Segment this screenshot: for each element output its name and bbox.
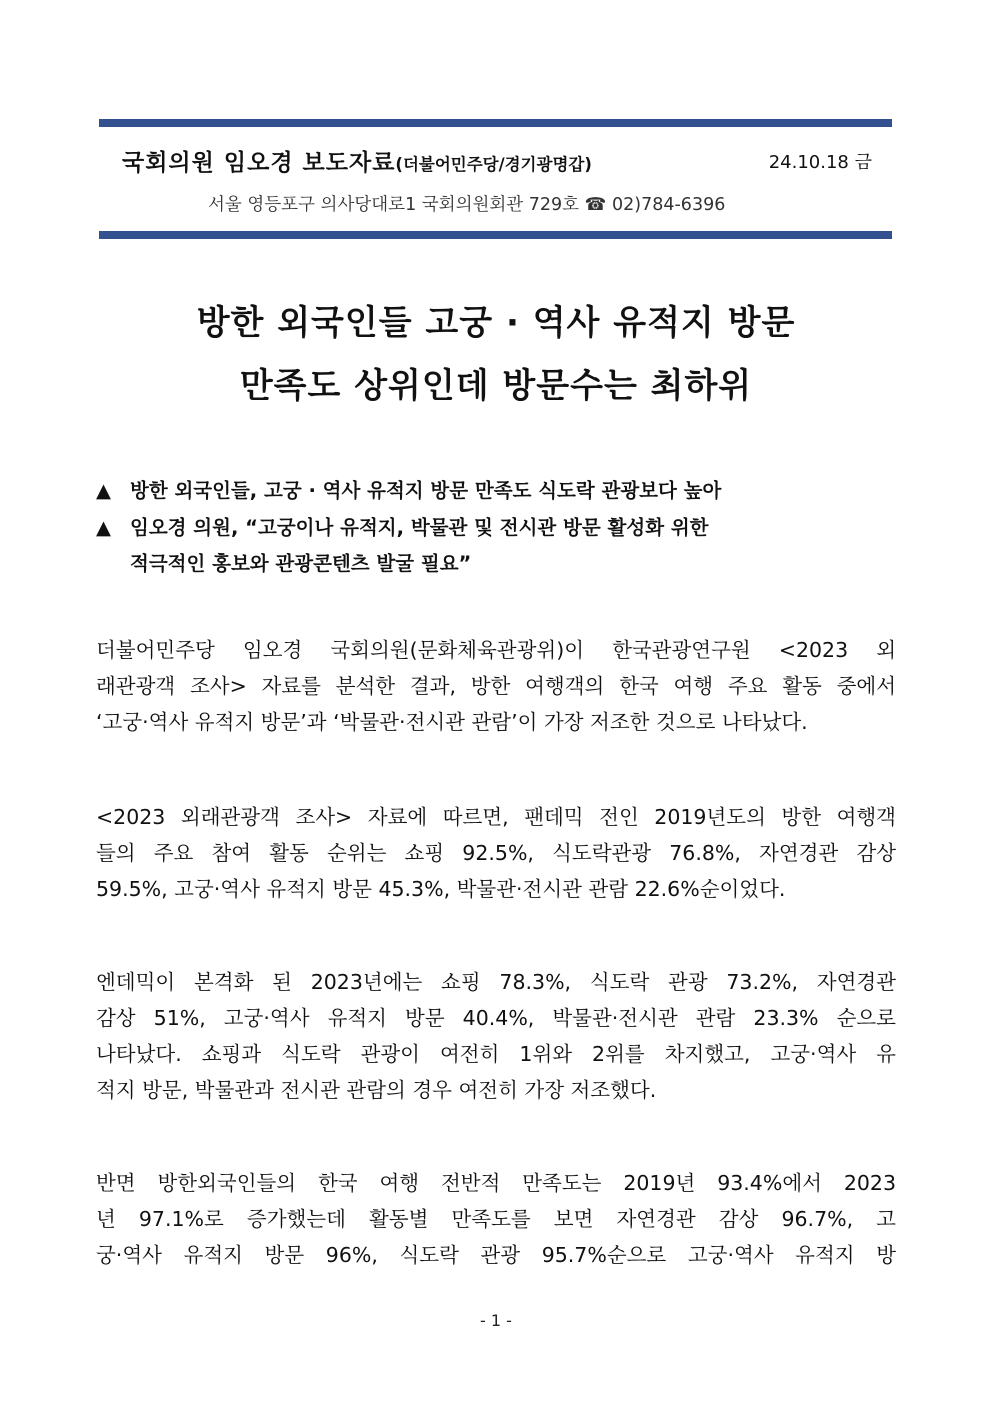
triangle-bullet-icon: ▲ [96, 516, 111, 539]
summary-bullet-text: 임오경 의원, “고궁이나 유적지, 박물관 및 전시관 방문 활성화 위한 [130, 516, 709, 539]
press-release-header [122, 144, 872, 178]
summary-bullet-text: 방한 외국인들, 고궁 · 역사 유적지 방문 만족도 식도락 관광보다 높아 [130, 479, 722, 502]
page-number: - 1 - [480, 1311, 512, 1330]
paragraph-line: 들의 주요 참여 활동 순위는 쇼핑 92.5%, 식도락관광 76.8%, 자연경관 감상 [96, 841, 896, 865]
paragraph-line: 59.5%, 고궁·역사 유적지 방문 45.3%, 박물관·전시관 관람 22.6%순이었다. [96, 877, 786, 901]
summary-bullet-2 [96, 512, 709, 540]
press-release-title: 국회의원 임오경 보도자료 [122, 150, 396, 176]
paragraph-line: 년 97.1%로 증가했는데 활동별 만족도를 보면 자연경관 감상 96.7%, 고 [96, 1207, 896, 1231]
paragraph-line: 궁·역사 유적지 방문 96%, 식도락 관광 95.7%순으로 고궁·역사 유적지 방 [96, 1243, 896, 1267]
header-bottom-rule [99, 231, 892, 239]
paragraph-line: <2023 외래관광객 조사> 자료에 따르면, 팬데믹 전인 2019년도의 방한 여행객 [96, 805, 896, 829]
paragraph-line: ‘고궁·역사 유적지 방문’과 ‘박물관·전시관 관람’이 가장 저조한 것으로 나타났다. [96, 710, 808, 734]
body-paragraph-2 [96, 799, 896, 907]
paragraph-line: 감상 51%, 고궁·역사 유적지 방문 40.4%, 박물관·전시관 관람 23.3% 순으로 [96, 1006, 896, 1030]
summary-bullet-text: 적극적인 홍보와 관광콘텐츠 발굴 필요” [130, 552, 472, 575]
summary-bullet-2-continued [130, 548, 471, 576]
release-date: 24.10.18 금 [768, 152, 872, 173]
paragraph-line: 더불어민주당 임오경 국회의원(문화체육관광위)이 한국관광연구원 <2023 외 [96, 638, 896, 662]
body-paragraph-3 [96, 964, 896, 1108]
paragraph-line: 적지 방문, 박물관과 전시관 관람의 경우 여전히 가장 저조했다. [96, 1078, 657, 1102]
paragraph-line: 반면 방한외국인들의 한국 여행 전반적 만족도는 2019년 93.4%에서 2023 [96, 1171, 896, 1195]
summary-bullet-1 [96, 475, 721, 503]
party-affiliation: (더불어민주당/경기광명갑) [395, 155, 592, 174]
headline-line-2: 만족도 상위인데 방문수는 최하위 [239, 366, 753, 406]
paragraph-line: 엔데믹이 본격화 된 2023년에는 쇼핑 78.3%, 식도락 관광 73.2%, 자연경관 [96, 970, 896, 994]
triangle-bullet-icon: ▲ [96, 479, 111, 502]
headline-line-1: 방한 외국인들 고궁 · 역사 유적지 방문 [196, 303, 796, 343]
paragraph-line: 래관광객 조사> 자료를 분석한 결과, 방한 여행객의 한국 여행 주요 활동 중에서 [96, 674, 896, 698]
body-paragraph-1 [96, 632, 896, 740]
paragraph-line: 나타났다. 쇼핑과 식도락 관광이 여전히 1위와 2위를 차지했고, 고궁·역사 유 [96, 1042, 896, 1066]
body-paragraph-4 [96, 1165, 896, 1273]
header-top-rule [99, 119, 892, 127]
office-address: 서울 영등포구 의사당대로1 국회의원회관 729호 ☎ 02)784-6396 [208, 195, 726, 215]
